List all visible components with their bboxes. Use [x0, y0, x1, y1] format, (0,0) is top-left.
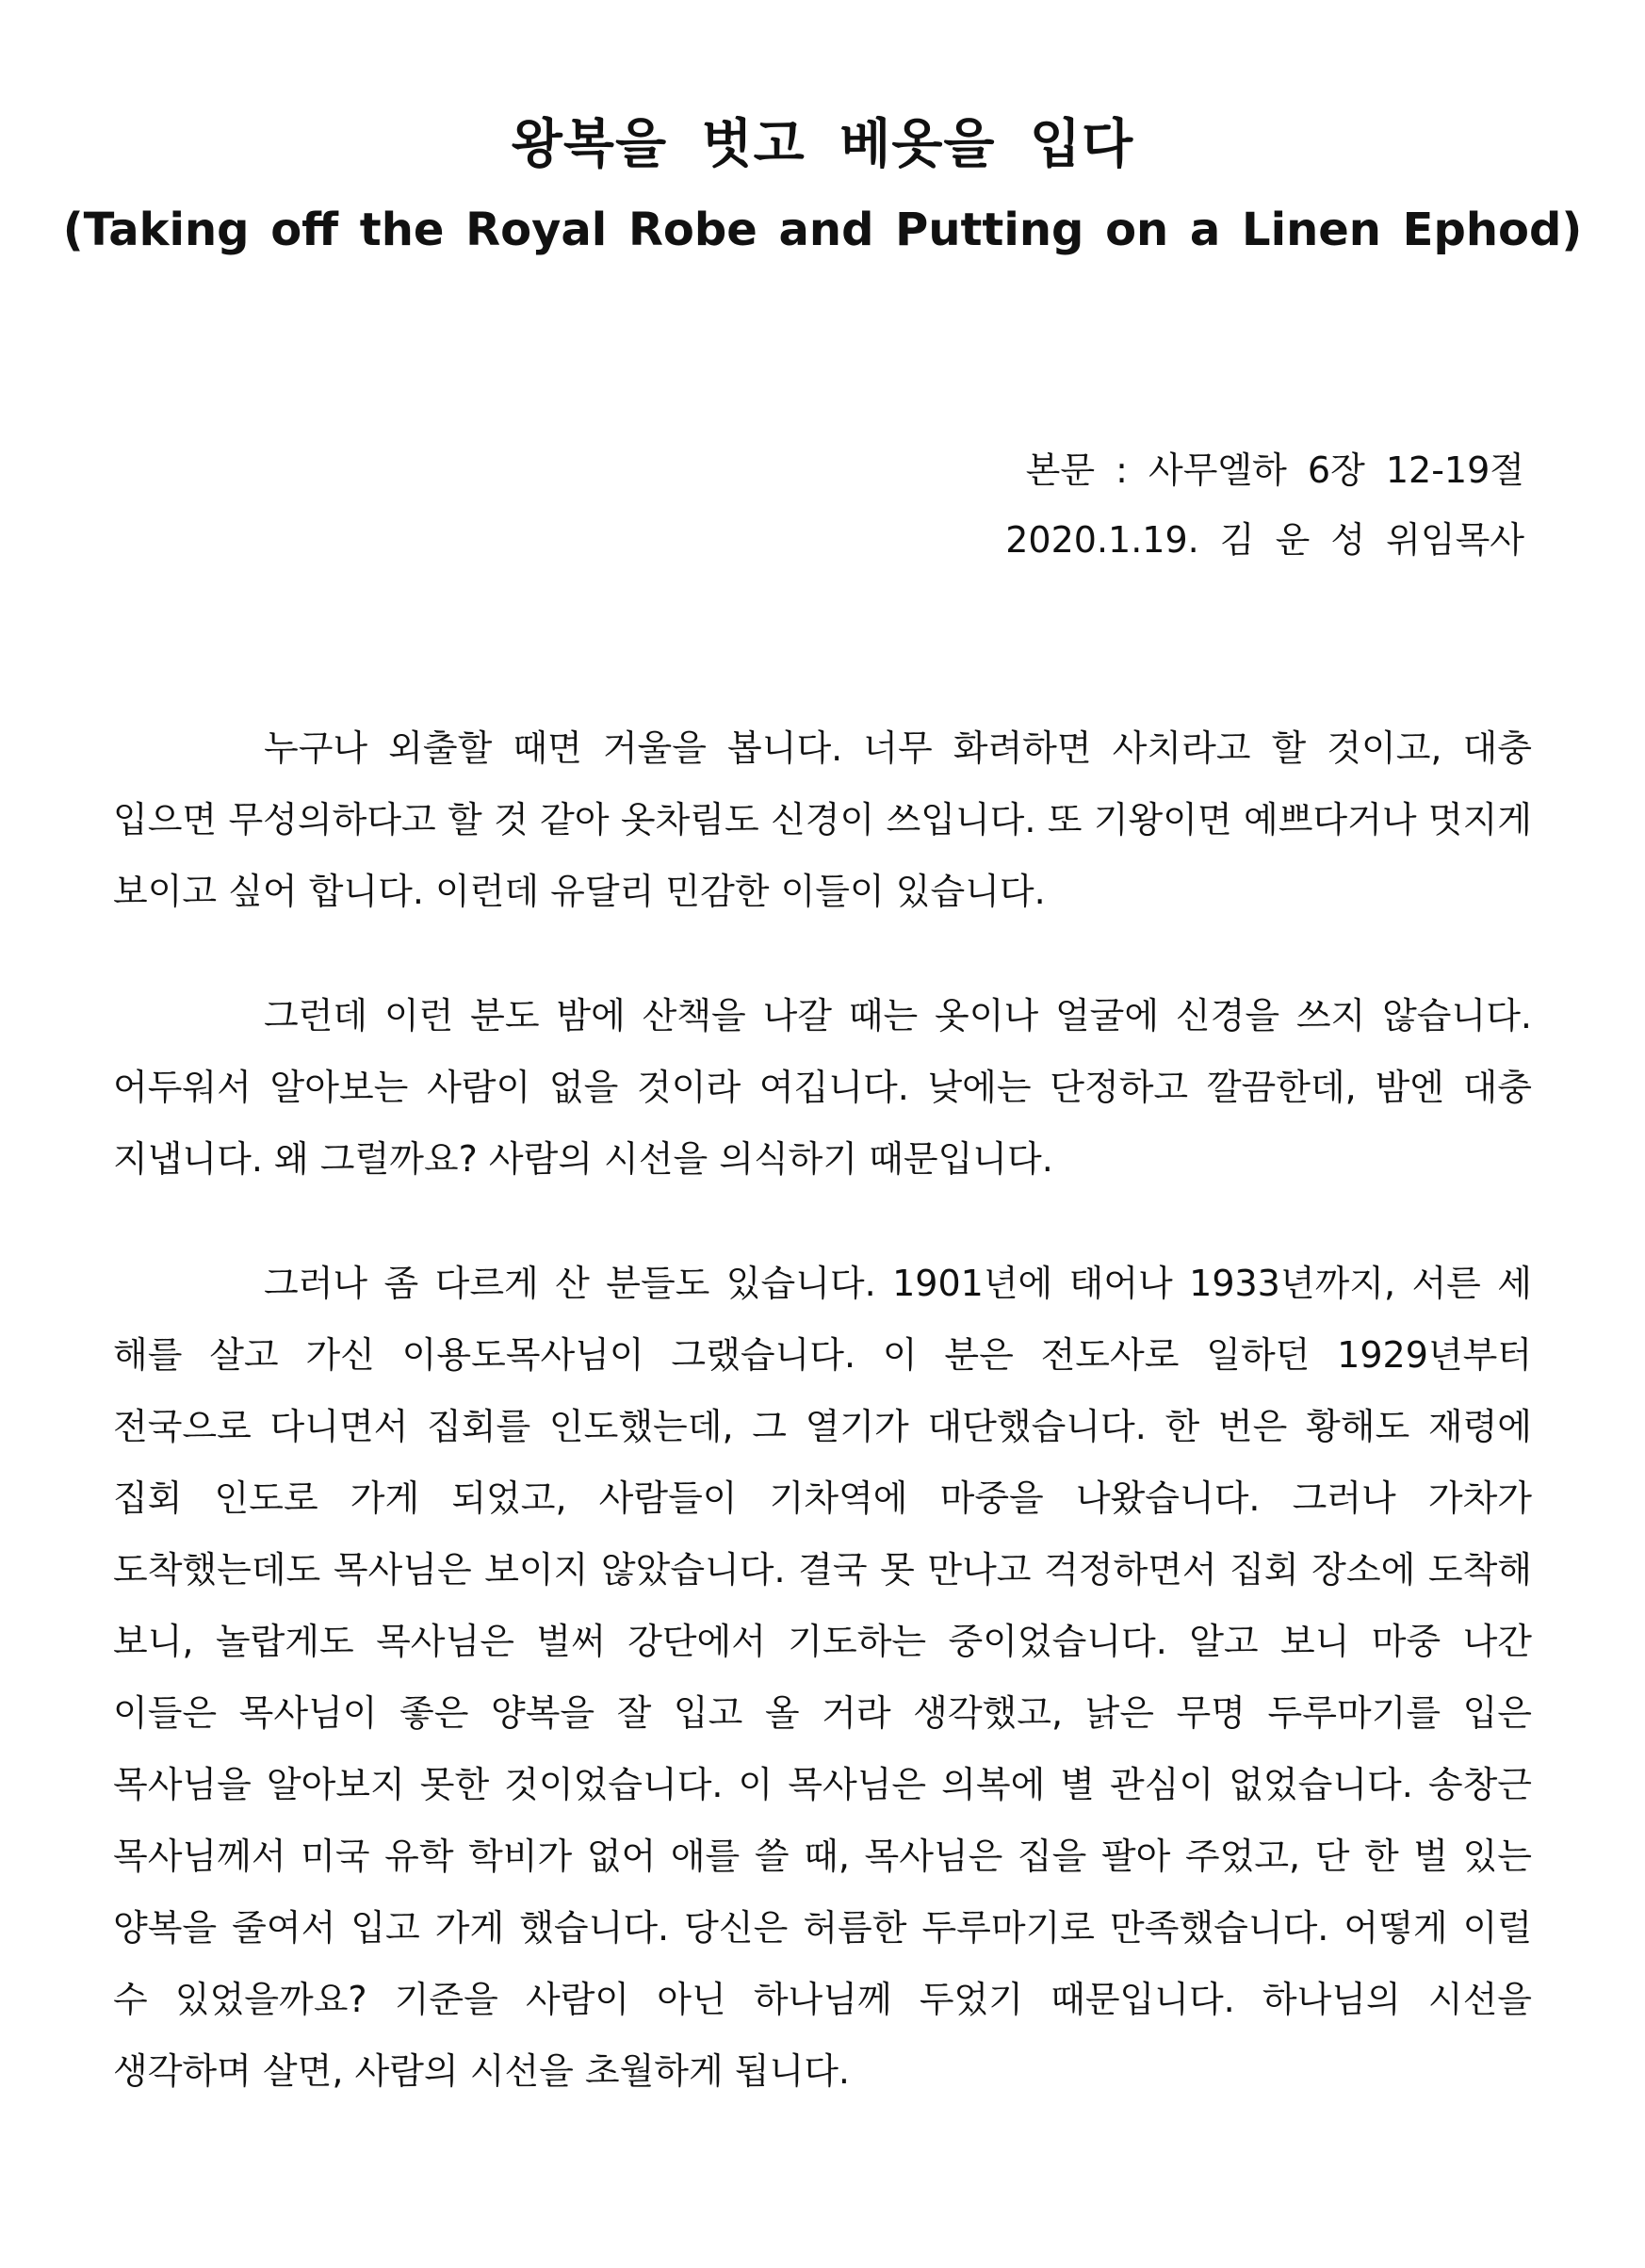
body-paragraph-3: 그러나 좀 다르게 산 분들도 있습니다. 1901년에 태어나 1933년까지, 서른 세 해를 살고 가신 이용도목사님이 그랬습니다. 이 분은 전도사로 일하던 1929년부터 전국으로 다니면서 집회를 인도했는데, 그 열기가 대단했습니다. 한 번은 황해도 재령에 집회 인도로 가게 되었고, 사람들이 기차역에 마중을 나왔습니다. 그러나 가차가 도착했는데도 목사님은 보이지 않았습니다. 결국 못 만나고 걱정하면서 집회 장소에 도착해 보니, 놀랍게도 목사님은 벌써 강단에서 기도하는 중이었습니다. 알고 보니 마중 나간 이들은 목사님이 좋은 양복을 잘 입고 올 거라 생각했고, 낡은 무명 두루마기를 입은 목사님을 알아보지 못한 것이었습니다. 이 목사님은 의복에 별 관심이 없었습니다. 송창근 목사님께서 미국 유학 학비가 없어 애를 쓸 때, 목사님은 집을 팔아 주었고, 단 한 벌 있는 양복을 줄여서 입고 가게 했습니다. 당신은 허름한 두루마기로 만족했습니다. 어떻게 이럴 수 있었을까요? 기준을 사람이 아닌 하나님께 두었기 때문입니다. 하나님의 시선을 생각하며 살면, 사람의 시선을 초월하게 됩니다.	[113, 1263, 1532, 2092]
title-english: (Taking off the Royal Robe and Putting on a Linen Ephod)	[62, 204, 1583, 256]
title-korean: 왕복을 벗고 베옷을 입다	[511, 114, 1134, 175]
date-and-preacher	[1005, 516, 1524, 563]
scripture-passage	[1026, 447, 1524, 494]
scripture-passage-text: 본문 : 사무엘하 6장 12-19절	[1025, 449, 1524, 491]
body-paragraph-2: 그런데 이런 분도 밤에 산책을 나갈 때는 옷이나 얼굴에 신경을 쓰지 않습니다. 어두워서 알아보는 사람이 없을 것이라 여깁니다. 낮에는 단정하고 깔끔한데, 밤엔 대충 지냅니다. 왜 그럴까요? 사람의 시선을 의식하기 때문입니다.	[113, 995, 1532, 1180]
body-paragraph-1: 누구나 외출할 때면 거울을 봅니다. 너무 화려하면 사치라고 할 것이고, 대충 입으면 무성의하다고 할 것 같아 옷차림도 신경이 쓰입니다. 또 기왕이면 예쁘다거나 멋지게 보이고 싶어 합니다. 이런데 유달리 민감한 이들이 있습니다.	[113, 727, 1532, 912]
date-and-preacher-text: 2020.1.19. 김 운 성 위임목사	[1005, 519, 1524, 561]
sermon-body	[113, 712, 1532, 2160]
